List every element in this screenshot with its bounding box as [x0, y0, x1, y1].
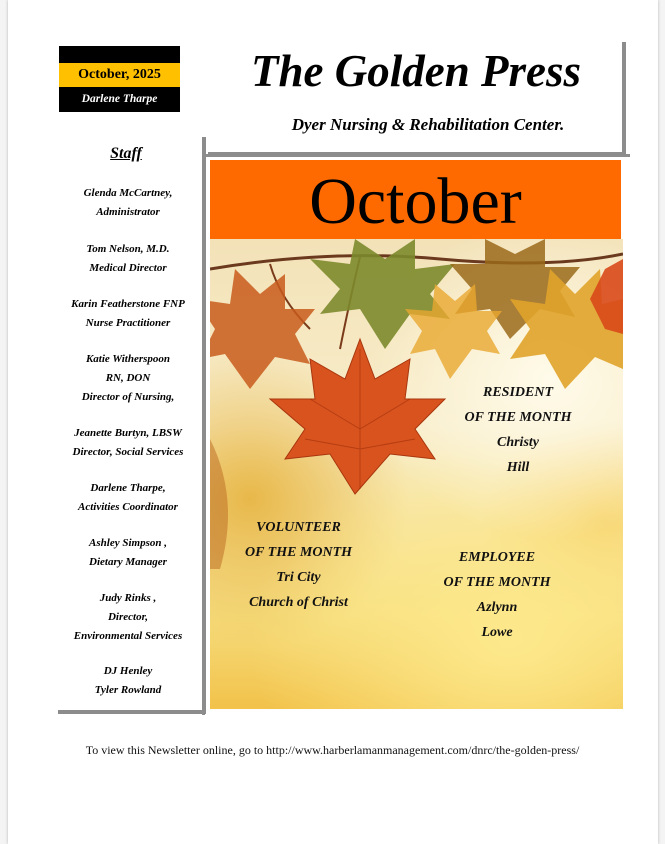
- month-title: October: [309, 165, 522, 238]
- masthead: [208, 42, 626, 156]
- staff-entry: [58, 424, 198, 462]
- staff-credential: RN, DON: [105, 372, 151, 384]
- staff-sidebar: [58, 137, 206, 714]
- autumn-leaves-image: [210, 239, 623, 709]
- award-name: Azlynn: [476, 600, 518, 615]
- staff-entry: [58, 662, 198, 700]
- staff-heading: Staff: [110, 145, 142, 162]
- staff-entry: [58, 184, 198, 222]
- staff-title: Dietary Manager: [89, 556, 167, 568]
- award-heading: RESIDENT: [482, 385, 554, 400]
- award-subheading: OF THE MONTH: [443, 575, 551, 590]
- staff-name: Tom Nelson, M.D.: [86, 243, 170, 255]
- staff-entry: [58, 350, 198, 407]
- staff-name: Darlene Tharpe,: [90, 482, 166, 494]
- staff-entry: [58, 589, 198, 646]
- staff-entry: [58, 534, 198, 572]
- staff-entry: [58, 240, 198, 278]
- staff-name: Karin Featherstone FNP: [71, 298, 185, 310]
- staff-title: Director,: [107, 611, 149, 623]
- issue-date: October, 2025: [78, 67, 161, 82]
- award-name: Church of Christ: [249, 595, 348, 610]
- staff-title: Director, Social Services: [72, 446, 184, 458]
- staff-title: Medical Director: [89, 262, 167, 274]
- award-subheading: OF THE MONTH: [244, 545, 353, 560]
- staff-title: Activities Coordinator: [78, 501, 178, 513]
- award-name: Lowe: [481, 625, 513, 640]
- volunteer-of-month: [226, 515, 371, 615]
- staff-name: Jeanette Burtyn, LBSW: [74, 427, 182, 439]
- staff-entry: [58, 479, 198, 517]
- editor-name: Darlene Tharpe: [81, 93, 158, 105]
- award-subheading: OF THE MONTH: [464, 410, 572, 425]
- award-heading: EMPLOYEE: [458, 550, 536, 565]
- award-heading: VOLUNTEER: [256, 520, 341, 535]
- staff-title: Administrator: [96, 206, 160, 218]
- award-name: Tri City: [276, 570, 321, 585]
- newsletter-title: The Golden Press: [251, 46, 581, 96]
- staff-name: Katie Witherspoon: [85, 353, 171, 365]
- staff-title: Director of Nursing,: [81, 391, 175, 403]
- staff-name: Judy Rinks ,: [99, 592, 157, 604]
- staff-entry: [58, 295, 198, 333]
- staff-name: DJ Henley: [103, 665, 153, 677]
- staff-name: Glenda McCartney,: [83, 187, 173, 199]
- online-link-note: To view this Newsletter online, go to http://www.harberlamanmanagement.com/dnrc/the-golden-press/: [85, 743, 580, 757]
- issue-date-box: [59, 46, 180, 112]
- employee-of-month: [427, 545, 567, 645]
- month-banner: [210, 160, 621, 239]
- staff-name: Ashley Simpson ,: [89, 537, 167, 549]
- resident-of-month: [448, 380, 588, 480]
- award-name: Christy: [496, 435, 539, 450]
- award-name: Hill: [506, 460, 530, 475]
- staff-name: Tyler Rowland: [94, 684, 162, 696]
- staff-department: Environmental Services: [73, 630, 183, 642]
- facility-name: Dyer Nursing & Rehabilitation Center.: [291, 115, 565, 134]
- staff-title: Nurse Practitioner: [85, 317, 171, 329]
- date-box-top-band: [59, 46, 180, 63]
